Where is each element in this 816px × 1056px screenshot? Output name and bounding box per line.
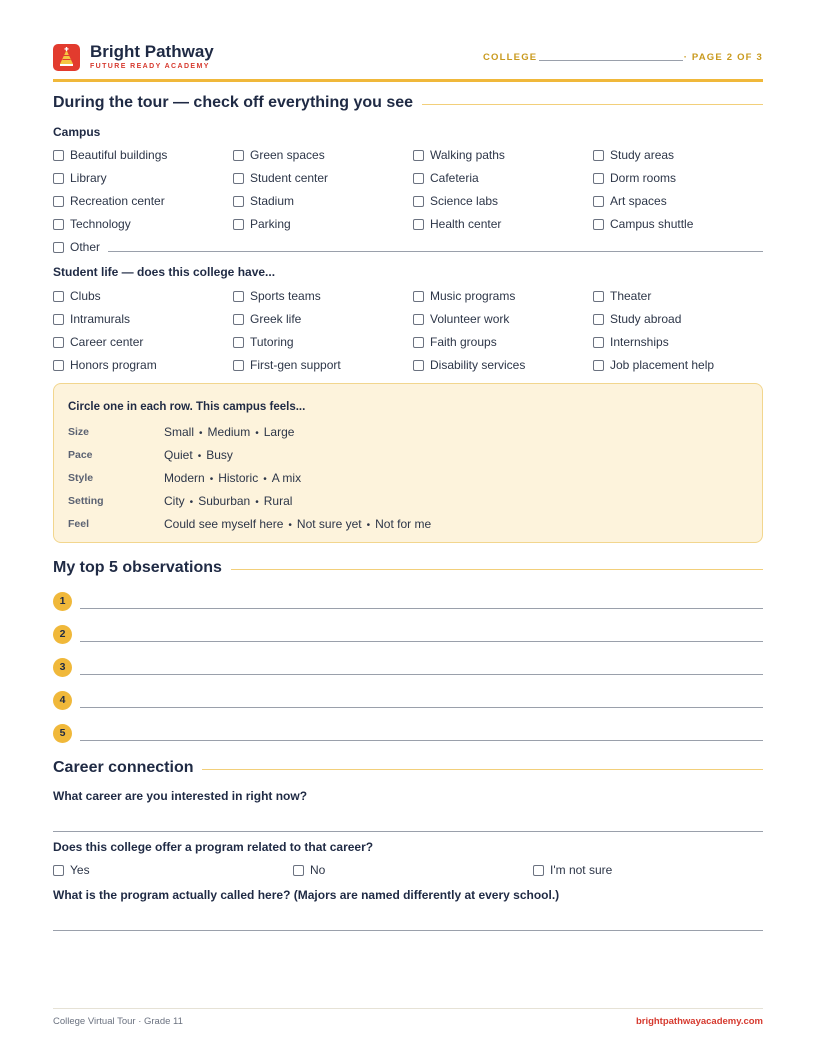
checkbox-label: Study areas: [610, 148, 675, 162]
feel-option[interactable]: Medium: [207, 425, 251, 439]
student-life-row: [53, 334, 763, 357]
checkbox-label: Stadium: [250, 194, 295, 208]
observation-answer-line[interactable]: [80, 674, 763, 675]
campus-feels-panel: [53, 383, 763, 543]
observation-answer-line[interactable]: [80, 641, 763, 642]
checkbox-label: No: [310, 863, 326, 877]
feel-row-style: [68, 471, 728, 487]
student-life-checkbox[interactable]: [593, 334, 669, 350]
feel-option[interactable]: Quiet: [164, 448, 193, 462]
checkbox-box[interactable]: [593, 219, 604, 230]
checkbox-label: Health center: [430, 217, 502, 231]
checkbox-label: Music programs: [430, 289, 516, 303]
page-indicator: · PAGE 2 OF 3: [683, 52, 763, 63]
observation-row: [53, 592, 763, 612]
checkbox-box[interactable]: [233, 173, 244, 184]
checkbox-box[interactable]: [233, 360, 244, 371]
observations-section-heading: [53, 558, 763, 578]
checkbox-box[interactable]: [53, 173, 64, 184]
checkbox-box[interactable]: [53, 242, 64, 253]
observation-number-badge: 3: [53, 658, 72, 677]
checkbox-box[interactable]: [233, 314, 244, 325]
program-offered-option[interactable]: [293, 862, 325, 878]
observation-number-badge: 1: [53, 592, 72, 611]
footer-course-label: College Virtual Tour · Grade 11: [53, 1016, 183, 1027]
feel-options: [164, 448, 233, 462]
section-rule: [231, 569, 763, 570]
checkbox-label: First-gen support: [250, 358, 341, 372]
student-life-row: [53, 288, 763, 311]
bullet-separator: •: [255, 428, 259, 439]
student-life-row: [53, 311, 763, 334]
checkbox-label: Campus shuttle: [610, 217, 694, 231]
checkbox-label: Science labs: [430, 194, 499, 208]
student-life-checkbox[interactable]: [53, 311, 130, 327]
checkbox-label: Parking: [250, 217, 291, 231]
career-question-2: Does this college offer a program related to that career?: [53, 840, 374, 854]
campus-row: [53, 147, 763, 170]
checkbox-label: Job placement help: [610, 358, 715, 372]
observation-answer-line[interactable]: [80, 608, 763, 609]
bullet-separator: •: [189, 497, 194, 508]
campus-checkbox[interactable]: [233, 216, 291, 232]
bullet-separator: •: [255, 497, 259, 508]
feel-options: [164, 517, 431, 531]
checkbox-box[interactable]: [53, 360, 64, 371]
feel-row-pace: [68, 448, 728, 464]
checkbox-label: Student center: [250, 171, 329, 185]
observations-title: My top 5 observations: [53, 559, 222, 576]
observation-row: [53, 625, 763, 645]
campus-checkbox[interactable]: [413, 216, 501, 232]
student-life-checkbox[interactable]: [233, 334, 294, 350]
campus-checkbox[interactable]: [413, 147, 505, 163]
worksheet-page: [53, 0, 763, 1056]
observation-row: [53, 724, 763, 744]
checkbox-box[interactable]: [413, 150, 424, 161]
checkbox-label: Beautiful buildings: [70, 148, 168, 162]
student-life-row: [53, 357, 763, 380]
feel-option[interactable]: Not sure yet: [296, 517, 362, 531]
program-offered-option[interactable]: [53, 862, 90, 878]
student-life-checkbox[interactable]: [593, 311, 681, 327]
checkbox-label: Honors program: [70, 358, 157, 372]
feel-option[interactable]: Suburban: [198, 494, 251, 508]
student-life-checkbox[interactable]: [413, 311, 509, 327]
observation-answer-line[interactable]: [80, 740, 763, 741]
checkbox-label: Intramurals: [70, 312, 131, 326]
checkbox-box[interactable]: [233, 291, 244, 302]
student-life-heading: Student life — does this college have...: [53, 265, 276, 279]
checkbox-box[interactable]: [233, 337, 244, 348]
checkbox-box[interactable]: [593, 291, 604, 302]
feel-row-feel: [68, 517, 728, 533]
checkbox-box[interactable]: [53, 219, 64, 230]
bullet-separator: •: [288, 520, 292, 531]
brand-name: Bright Pathway: [90, 42, 214, 61]
checkbox-box[interactable]: [413, 314, 424, 325]
checkbox-box[interactable]: [233, 196, 244, 207]
checkbox-label: Sports teams: [250, 289, 321, 303]
campus-checkbox[interactable]: [53, 147, 167, 163]
observation-number-badge: 5: [53, 724, 72, 743]
student-life-checkbox[interactable]: [53, 357, 157, 373]
page-header: [53, 42, 763, 82]
campus-checkbox[interactable]: [413, 170, 479, 186]
program-name-answer-line[interactable]: [53, 930, 763, 931]
checkbox-box[interactable]: [413, 173, 424, 184]
feel-row-label: Style: [68, 472, 94, 484]
tour-section-title: During the tour — check off everything you see: [53, 94, 414, 111]
feel-options: [164, 471, 301, 485]
feel-option[interactable]: City: [164, 494, 185, 508]
observation-number-badge: 2: [53, 625, 72, 644]
campus-other-line[interactable]: [108, 251, 763, 252]
header-divider: [53, 79, 763, 82]
campus-other-checkbox[interactable]: [53, 239, 100, 255]
feel-option[interactable]: Not for me: [375, 517, 432, 531]
campus-checkbox[interactable]: [53, 193, 165, 209]
feel-option[interactable]: Small: [164, 425, 195, 439]
feel-row-label: Size: [68, 426, 90, 438]
section-rule: [202, 769, 763, 770]
program-offered-option[interactable]: [533, 862, 612, 878]
checkbox-label: Recreation center: [70, 194, 165, 208]
student-life-checkbox[interactable]: [593, 357, 714, 373]
checkbox-label: Other: [70, 240, 101, 254]
career-answer-line[interactable]: [53, 831, 763, 832]
checkbox-label: Technology: [70, 217, 131, 231]
checkbox-box[interactable]: [413, 360, 424, 371]
campus-checkbox[interactable]: [53, 170, 107, 186]
checkbox-label: Tutoring: [250, 335, 294, 349]
checkbox-box[interactable]: [53, 337, 64, 348]
campus-row: [53, 216, 763, 239]
checkbox-label: Theater: [610, 289, 652, 303]
student-life-checkbox[interactable]: [413, 288, 515, 304]
feel-options: [164, 425, 294, 439]
campus-checkbox[interactable]: [593, 193, 667, 209]
campus-checklist: [53, 147, 763, 239]
checkbox-label: Career center: [70, 335, 144, 349]
observation-number-badge: 4: [53, 691, 72, 710]
campus-row: [53, 193, 763, 216]
student-life-checkbox[interactable]: [413, 357, 525, 373]
student-life-checkbox[interactable]: [53, 334, 143, 350]
checkbox-box[interactable]: [593, 314, 604, 325]
brand-subtitle: FUTURE READY ACADEMY: [90, 63, 210, 70]
checkbox-box[interactable]: [593, 337, 604, 348]
campus-checkbox[interactable]: [593, 170, 676, 186]
checkbox-label: Walking paths: [430, 148, 505, 162]
feel-row-label: Setting: [68, 495, 104, 507]
bullet-separator: •: [366, 520, 371, 531]
student-life-checkbox[interactable]: [233, 311, 301, 327]
campus-checkbox[interactable]: [593, 147, 674, 163]
career-question-3: What is the program actually called here? (Majors are named differently at every school.): [53, 888, 560, 902]
observation-row: [53, 691, 763, 711]
student-life-checkbox[interactable]: [593, 288, 651, 304]
feel-option[interactable]: Could see myself here: [164, 517, 284, 531]
checkbox-label: Study abroad: [610, 312, 682, 326]
checkbox-box[interactable]: [233, 150, 244, 161]
checkbox-box[interactable]: [413, 196, 424, 207]
section-rule: [422, 104, 763, 105]
checkbox-box[interactable]: [593, 173, 604, 184]
checkbox-box[interactable]: [233, 219, 244, 230]
academy-logo-icon: [53, 44, 80, 71]
checkbox-label: Dorm rooms: [610, 171, 677, 185]
campus-checkbox[interactable]: [233, 147, 325, 163]
checkbox-label: Cafeteria: [430, 171, 479, 185]
checkbox-box[interactable]: [413, 337, 424, 348]
checkbox-label: Volunteer work: [430, 312, 510, 326]
feel-row-size: [68, 425, 728, 441]
student-life-checkbox[interactable]: [233, 357, 341, 373]
feel-option[interactable]: A mix: [271, 471, 302, 485]
tour-section-heading: [53, 93, 763, 113]
checkbox-box[interactable]: [593, 150, 604, 161]
footer-website-link[interactable]: brightpathwayacademy.com: [635, 1016, 763, 1027]
feel-option[interactable]: Historic: [218, 471, 259, 485]
campus-checkbox[interactable]: [413, 193, 498, 209]
student-life-checkbox[interactable]: [233, 288, 321, 304]
checkbox-label: Clubs: [70, 289, 101, 303]
checkbox-label: Library: [70, 171, 107, 185]
college-name-field[interactable]: [539, 60, 683, 61]
college-label: COLLEGE: [483, 52, 538, 63]
footer-divider: [53, 1008, 763, 1009]
bullet-separator: •: [199, 428, 203, 439]
feel-option[interactable]: Busy: [206, 448, 233, 462]
checkbox-box[interactable]: [533, 865, 544, 876]
campus-row: [53, 170, 763, 193]
checkbox-label: Yes: [70, 863, 90, 877]
campus-heading: Campus: [53, 125, 101, 139]
student-life-checkbox[interactable]: [413, 334, 497, 350]
bullet-separator: •: [209, 474, 214, 485]
campus-checkbox[interactable]: [593, 216, 693, 232]
checkbox-box[interactable]: [593, 360, 604, 371]
bullet-separator: •: [263, 474, 267, 485]
checkbox-label: Disability services: [430, 358, 526, 372]
feel-row-label: Feel: [68, 518, 90, 530]
campus-checkbox[interactable]: [53, 216, 131, 232]
checkbox-box[interactable]: [293, 865, 304, 876]
checkbox-box[interactable]: [413, 291, 424, 302]
feels-instructions: Circle one in each row. This campus feels...: [68, 401, 306, 413]
feel-option[interactable]: Large: [263, 425, 295, 439]
campus-checkbox[interactable]: [233, 170, 328, 186]
observation-answer-line[interactable]: [80, 707, 763, 708]
feel-options: [164, 494, 292, 508]
checkbox-box[interactable]: [53, 291, 64, 302]
checkbox-box[interactable]: [53, 196, 64, 207]
checkbox-box[interactable]: [53, 314, 64, 325]
checkbox-box[interactable]: [53, 150, 64, 161]
feel-row-label: Pace: [68, 449, 93, 461]
checkbox-box[interactable]: [593, 196, 604, 207]
student-life-checkbox[interactable]: [53, 288, 101, 304]
career-question-1: What career are you interested in right now?: [53, 789, 308, 803]
feel-option[interactable]: Modern: [164, 471, 205, 485]
checkbox-label: Internships: [610, 335, 669, 349]
bullet-separator: •: [197, 451, 202, 462]
career-section-heading: [53, 758, 763, 778]
checkbox-label: Green spaces: [250, 148, 325, 162]
checkbox-label: I'm not sure: [550, 863, 613, 877]
campus-checkbox[interactable]: [233, 193, 294, 209]
checkbox-label: Greek life: [250, 312, 302, 326]
feel-option[interactable]: Rural: [263, 494, 293, 508]
student-life-checklist: [53, 288, 763, 380]
checkbox-box[interactable]: [53, 865, 64, 876]
checkbox-box[interactable]: [413, 219, 424, 230]
career-title: Career connection: [53, 759, 194, 776]
feel-row-setting: [68, 494, 728, 510]
checkbox-label: Art spaces: [610, 194, 667, 208]
observation-row: [53, 658, 763, 678]
checkbox-label: Faith groups: [430, 335, 497, 349]
